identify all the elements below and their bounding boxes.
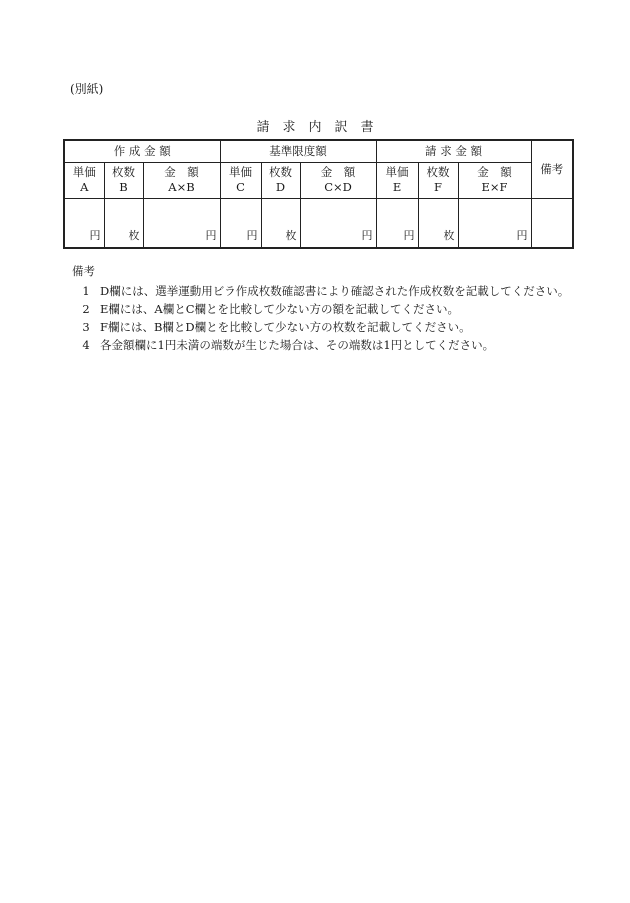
claim-breakdown-table <box>63 139 574 249</box>
note-number: 2 <box>82 302 90 316</box>
note-text: E欄には、A欄とC欄とを比較して少ない方の額を記載してください。 <box>100 302 459 316</box>
entry-cell-exf: 円 <box>458 198 531 248</box>
document-title: 請 求 内 訳 書 <box>256 120 374 135</box>
subheader-amount-exf: 金 額 E×F <box>458 162 531 198</box>
entry-cell-axb: 円 <box>143 198 220 248</box>
page-label: (別紙) <box>70 82 104 96</box>
subheader-amount-axb: 金 額 A×B <box>143 162 220 198</box>
note-number: 3 <box>82 320 90 334</box>
note-item <box>72 318 582 336</box>
entry-cell-c: 円 <box>220 198 261 248</box>
entry-cell-b: 枚 <box>104 198 143 248</box>
subheader-count-b: 枚数 B <box>104 162 143 198</box>
sub-header-row <box>64 162 573 198</box>
notes-heading: 備考 <box>72 264 95 278</box>
entry-cell-cxd: 円 <box>300 198 376 248</box>
entry-cell-f: 枚 <box>418 198 458 248</box>
note-text: 各金額欄に1円未満の端数が生じた場合は、その端数は1円としてください。 <box>100 338 495 352</box>
note-text: F欄には、B欄とD欄とを比較して少ない方の枚数を記載してください。 <box>100 320 471 334</box>
note-item <box>72 300 582 318</box>
note-item <box>72 336 582 354</box>
entry-cell-d: 枚 <box>261 198 300 248</box>
note-number: 4 <box>82 338 90 352</box>
note-number: 1 <box>82 284 90 298</box>
subheader-unit-price-a: 単価 A <box>64 162 104 198</box>
entry-cell-remarks <box>531 198 573 248</box>
subheader-unit-price-e: 単価 E <box>376 162 418 198</box>
remarks-header: 備考 <box>531 140 573 198</box>
subheader-unit-price-c: 単価 C <box>220 162 261 198</box>
subheader-count-d: 枚数 D <box>261 162 300 198</box>
entry-cell-a: 円 <box>64 198 104 248</box>
subheader-amount-cxd: 金 額 C×D <box>300 162 376 198</box>
group-header-claim-amount: 請 求 金 額 <box>376 140 531 162</box>
group-header-row <box>64 140 573 162</box>
entry-cell-e: 円 <box>376 198 418 248</box>
subheader-count-f: 枚数 F <box>418 162 458 198</box>
note-item <box>72 282 582 300</box>
entry-row <box>64 198 573 248</box>
notes-section <box>72 262 582 354</box>
group-header-standard-limit: 基準限度額 <box>220 140 376 162</box>
note-text: D欄には、選挙運動用ビラ作成枚数確認書により確認された作成枚数を記載してください。 <box>100 284 570 298</box>
group-header-production-amount: 作 成 金 額 <box>64 140 220 162</box>
